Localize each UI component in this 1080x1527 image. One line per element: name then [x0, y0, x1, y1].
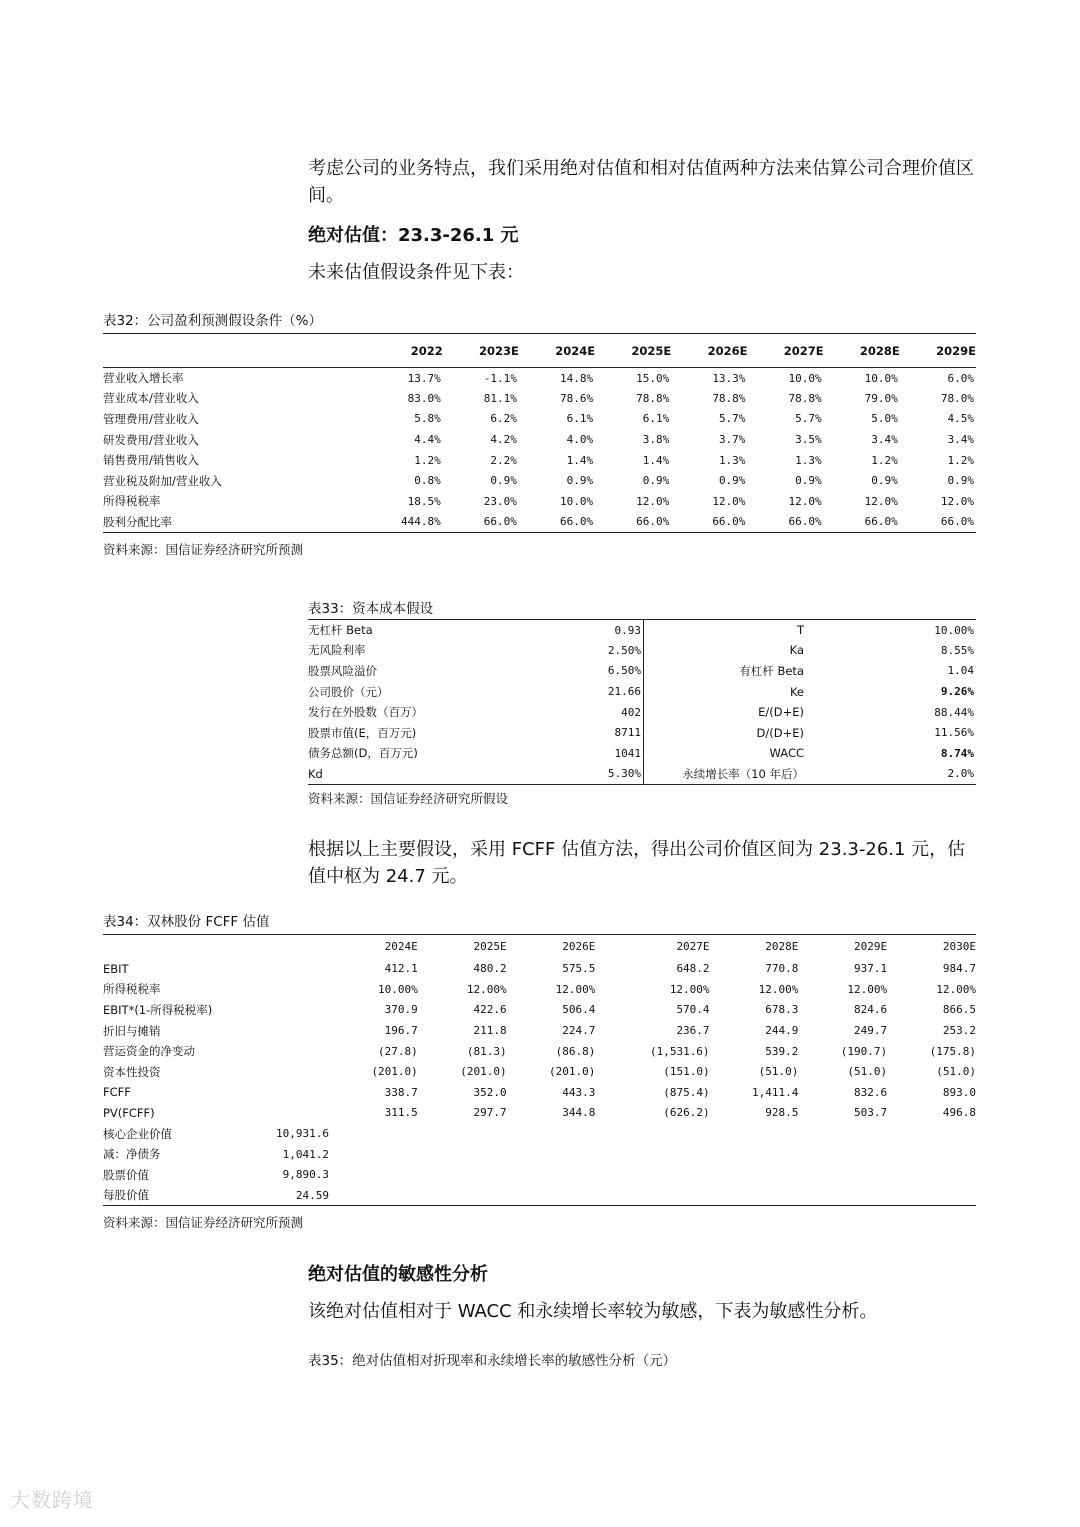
table-row: [308, 620, 976, 641]
column-header: 2029E: [854, 940, 888, 954]
table-cell: 422.6: [473, 1003, 507, 1017]
table-cell: 984.7: [942, 962, 976, 976]
table-cell: [507, 1164, 596, 1185]
table-cell: 6.2%: [490, 412, 517, 426]
table-cell: [329, 1185, 418, 1206]
table-cell: 1041: [508, 743, 644, 764]
table-cell: [418, 1164, 507, 1185]
table-cell: 5.7%: [718, 412, 746, 426]
row-label: Ka: [789, 643, 804, 658]
table-cell: [887, 1144, 976, 1165]
table-cell: 88.44%: [934, 705, 974, 719]
table-cell: 12.0%: [864, 494, 898, 508]
table-cell: 66.0%: [940, 515, 974, 529]
table-row: [103, 1020, 976, 1041]
table-cell: (51.0): [936, 1065, 976, 1079]
row-label: 永续增长率（10 年后）: [682, 766, 804, 781]
table-cell: 8.55%: [940, 643, 974, 657]
table-cell: 4.2%: [490, 433, 517, 447]
table-cell: (81.3): [466, 1044, 507, 1058]
table-cell: (27.8): [378, 1044, 418, 1058]
table-cell: 311.5: [384, 1106, 418, 1120]
table-cell: 1.2%: [414, 453, 441, 467]
table-cell: 78.8%: [636, 391, 670, 405]
table-row: [103, 1164, 976, 1185]
table-cell: 12.00%: [669, 982, 710, 996]
table-cell: 3.8%: [642, 433, 670, 447]
row-label: 股利分配比率: [103, 514, 172, 529]
row-label: 股票市值(E，百万元): [308, 725, 417, 740]
table-cell: (175.8): [929, 1044, 976, 1058]
table-cell: [329, 1144, 418, 1165]
table-cell: [887, 1123, 976, 1144]
table-cell: 0.9%: [871, 474, 898, 488]
table-row: [308, 702, 976, 723]
table-cell: 6.1%: [566, 412, 594, 426]
table-cell: 570.4: [676, 1003, 710, 1017]
table-cell: [273, 1041, 329, 1062]
table-cell: 5.8%: [414, 412, 441, 426]
table-cell: 0.9%: [718, 474, 746, 488]
column-header: 2023E: [479, 343, 519, 358]
table-row: [103, 491, 976, 512]
row-label: 营运资金的净变动: [103, 1044, 195, 1059]
table-cell: [273, 1061, 329, 1082]
table-cell: 6.50%: [508, 661, 644, 682]
table-row: [103, 1103, 976, 1124]
table-cell: 12.00%: [555, 982, 596, 996]
column-header: 2026E: [562, 940, 596, 954]
table-cell: 506.4: [562, 1003, 596, 1017]
table-cell: 23.0%: [483, 494, 517, 508]
table-row: [103, 959, 976, 980]
table-cell: 12.00%: [466, 982, 507, 996]
table-cell: [507, 1144, 596, 1165]
table-cell: 370.9: [384, 1003, 418, 1017]
table-cell: 83.0%: [407, 391, 441, 405]
row-label: 研发费用/营业收入: [103, 432, 199, 447]
table-header-row: [103, 935, 976, 959]
table-row: [103, 388, 976, 409]
table-cell: 81.1%: [483, 391, 517, 405]
table-cell: 937.1: [854, 962, 888, 976]
table-cell: [798, 1164, 887, 1185]
row-label: 有杠杆 Beta: [739, 663, 804, 678]
row-label: 股票价值: [103, 1167, 149, 1182]
row-label: D/(D+E): [756, 725, 804, 740]
table-cell: 4.5%: [947, 412, 974, 426]
table-cell: 402: [508, 702, 644, 723]
column-header: 2025E: [473, 940, 507, 954]
table-row: [308, 764, 976, 785]
row-label: WACC: [769, 746, 804, 761]
table-cell: [329, 1123, 418, 1144]
table-cell: 5.30%: [508, 764, 644, 785]
row-label: 核心企业价值: [103, 1126, 172, 1141]
table-cell: (190.7): [840, 1044, 888, 1058]
table-row: [308, 661, 976, 682]
table-cell: [507, 1185, 596, 1206]
column-header: 2026E: [707, 343, 748, 358]
table-cell: 443.3: [562, 1085, 596, 1099]
table-cell: 10.0%: [559, 494, 594, 508]
table-row: [103, 1061, 976, 1082]
table-cell: 6.1%: [642, 412, 670, 426]
table-cell: 244.9: [765, 1024, 799, 1038]
table-row: [308, 640, 976, 661]
table-cell: (1,531.6): [649, 1044, 710, 1058]
table-cell: 66.0%: [712, 515, 746, 529]
assumption-intro: 未来估值假设条件见下表：: [308, 262, 524, 283]
absolute-valuation-title: 绝对估值：23.3-26.1 元: [308, 225, 519, 246]
table-cell: 1,041.2: [282, 1147, 329, 1161]
table-cell: [273, 959, 329, 980]
table-cell: 866.5: [942, 1003, 976, 1017]
watermark: 大数跨境: [10, 1488, 94, 1512]
table-row: [103, 1144, 976, 1165]
row-label: FCFF: [103, 1085, 131, 1100]
table-cell: 338.7: [384, 1085, 418, 1099]
table-cell: 0.9%: [947, 474, 974, 488]
table-cell: (51.0): [847, 1065, 888, 1079]
row-label: 销售费用/销售收入: [103, 453, 199, 468]
table-cell: 224.7: [562, 1024, 596, 1038]
table32-source: 资料来源：国信证券经济研究所预测: [103, 542, 304, 557]
table-cell: [273, 979, 329, 1000]
row-label: 所得税税率: [103, 982, 161, 997]
table-row: [103, 512, 976, 533]
sensitivity-paragraph: 该绝对估值相对于 WACC 和永续增长率较为敏感，下表为敏感性分析。: [308, 1301, 878, 1322]
table-cell: [273, 1020, 329, 1041]
table-cell: [273, 1000, 329, 1021]
table-cell: [418, 1144, 507, 1165]
row-label: 营业税及附加/营业收入: [103, 473, 222, 488]
row-label: T: [796, 623, 804, 638]
table-row: [308, 681, 976, 702]
table-cell: 575.5: [562, 962, 596, 976]
table-cell: 10.00%: [378, 982, 418, 996]
row-label: 折旧与摊销: [103, 1023, 161, 1038]
table-cell: 503.7: [854, 1106, 888, 1120]
table-cell: [329, 1164, 418, 1185]
table-cell: 4.0%: [566, 433, 594, 447]
table-cell: 1.3%: [718, 453, 746, 467]
table34-caption: 表34：双林股份 FCFF 估值: [103, 914, 270, 930]
table-cell: 12.00%: [758, 982, 799, 996]
table-cell: 12.0%: [940, 494, 974, 508]
table-cell: 66.0%: [559, 515, 594, 529]
column-header: 2029E: [936, 343, 976, 358]
table-row: [103, 409, 976, 430]
table-cell: [887, 1185, 976, 1206]
column-header: 2027E: [676, 940, 710, 954]
table-cell: 832.6: [854, 1085, 888, 1099]
table-cell: [710, 1164, 799, 1185]
row-label: 营业成本/营业收入: [103, 391, 199, 406]
table-row: [103, 1000, 976, 1021]
table-cell: 14.8%: [559, 371, 594, 385]
table-cell: 15.0%: [636, 371, 670, 385]
table-cell: [798, 1144, 887, 1165]
row-label: Kd: [308, 766, 323, 781]
table-cell: 211.8: [473, 1024, 507, 1038]
table-cell: [595, 1185, 709, 1206]
table-cell: 12.0%: [712, 494, 746, 508]
table-cell: 2.50%: [508, 640, 644, 661]
table-cell: 66.0%: [864, 515, 898, 529]
table-cell: 66.0%: [483, 515, 517, 529]
table-cell: 3.4%: [947, 433, 974, 447]
table-cell: 196.7: [384, 1024, 418, 1038]
table-cell: 678.3: [765, 1003, 799, 1017]
table-cell: [273, 1103, 329, 1124]
sensitivity-title: 绝对估值的敏感性分析: [308, 1264, 488, 1285]
table-cell: 78.8%: [712, 391, 746, 405]
row-label: 无杠杆 Beta: [308, 623, 373, 638]
row-label: 所得税税率: [103, 494, 161, 509]
table-row: [103, 1041, 976, 1062]
table-cell: 1.4%: [642, 453, 670, 467]
row-label: 减：净债务: [103, 1147, 161, 1162]
row-label: 资本性投资: [103, 1064, 161, 1079]
table-cell: [418, 1123, 507, 1144]
table-cell: [710, 1123, 799, 1144]
table-cell: 344.8: [562, 1106, 596, 1120]
intro-paragraph: 考虑公司的业务特点，我们采用绝对估值和相对估值两种方法来估算公司合理价值区间。: [308, 158, 974, 206]
table-cell: 9.26%: [940, 685, 974, 699]
table-cell: (201.0): [460, 1065, 507, 1079]
row-label: E/(D+E): [758, 705, 804, 720]
column-header: 2030E: [942, 940, 976, 954]
table-cell: [710, 1144, 799, 1165]
table-cell: 444.8%: [401, 515, 441, 529]
table-cell: [595, 1123, 709, 1144]
table-row: [103, 450, 976, 471]
table33-source: 资料来源：国信证券经济研究所假设: [308, 791, 509, 806]
table-cell: 12.0%: [788, 494, 822, 508]
table-cell: (86.8): [555, 1044, 596, 1058]
table-cell: 66.0%: [636, 515, 670, 529]
table-cell: 352.0: [473, 1085, 507, 1099]
table-cell: 824.6: [854, 1003, 888, 1017]
row-label: 每股价值: [103, 1188, 149, 1203]
table-row: [103, 1082, 976, 1103]
row-label: EBIT*(1-所得税税率): [103, 1002, 213, 1017]
column-header: 2028E: [765, 940, 799, 954]
table-cell: 11.56%: [934, 726, 974, 740]
table-cell: (201.0): [371, 1065, 418, 1079]
table-cell: 2.2%: [490, 453, 517, 467]
table-cell: 893.0: [942, 1085, 976, 1099]
table-cell: 0.8%: [414, 474, 441, 488]
table-cell: 1.2%: [947, 453, 974, 467]
table-cell: [798, 1185, 887, 1206]
table-row: [308, 743, 976, 764]
table-cell: 21.66: [508, 681, 644, 702]
table-cell: 4.4%: [414, 433, 441, 447]
table-cell: 928.5: [765, 1106, 799, 1120]
table-cell: [798, 1123, 887, 1144]
table-cell: 12.00%: [847, 982, 888, 996]
row-label: 公司股价（元）: [308, 684, 389, 699]
row-label: 债务总额(D，百万元): [308, 746, 418, 761]
table-cell: 0.9%: [642, 474, 670, 488]
table-cell: 12.0%: [636, 494, 670, 508]
table-cell: (201.0): [549, 1065, 596, 1079]
table-row: [103, 979, 976, 1000]
table-cell: (51.0): [758, 1065, 799, 1079]
table-cell: 480.2: [473, 962, 507, 976]
table-cell: 3.4%: [871, 433, 898, 447]
table-cell: 10.0%: [864, 371, 898, 385]
table-cell: 236.7: [676, 1024, 710, 1038]
table-row: [103, 1123, 976, 1144]
column-header: 2025E: [631, 343, 672, 358]
fcff-paragraph: 根据以上主要假设，采用 FCFF 估值方法，得出公司价值区间为 23.3-26.1 元，估值中枢为 24.7 元。: [308, 839, 966, 887]
table-cell: 1.2%: [871, 453, 898, 467]
table-cell: 0.9%: [490, 474, 517, 488]
column-header: 2024E: [555, 343, 596, 358]
table-cell: (151.0): [663, 1065, 710, 1079]
table-row: [103, 470, 976, 491]
table-cell: 9,890.3: [282, 1168, 329, 1182]
table-cell: 13.7%: [407, 371, 441, 385]
table-cell: [595, 1144, 709, 1165]
table33-caption: 表33：资本成本假设: [308, 601, 434, 617]
table-cell: 10.00%: [934, 623, 974, 637]
table-cell: 412.1: [384, 962, 418, 976]
table-cell: 66.0%: [788, 515, 822, 529]
table32-caption: 表32：公司盈利预测假设条件（%）: [103, 313, 323, 329]
table-cell: 496.8: [942, 1106, 976, 1120]
table-cell: 12.00%: [936, 982, 976, 996]
table-cell: 0.93: [508, 620, 644, 641]
row-label: 营业收入增长率: [103, 371, 184, 386]
table-cell: 3.5%: [795, 433, 822, 447]
table-cell: 297.7: [473, 1106, 507, 1120]
table-cell: 770.8: [765, 962, 799, 976]
table-cell: [710, 1185, 799, 1206]
table-row: [308, 722, 976, 743]
table-cell: 8711: [508, 722, 644, 743]
table-cell: 3.7%: [718, 433, 746, 447]
table-cell: 0.9%: [795, 474, 822, 488]
table-cell: 0.9%: [566, 474, 594, 488]
fcff-valuation-table: [103, 934, 976, 1206]
row-label: 发行在外股数（百万）: [308, 705, 423, 720]
table-cell: [273, 1082, 329, 1103]
table-cell: 1,411.4: [752, 1085, 799, 1099]
row-label: 无风险利率: [308, 643, 366, 658]
table-cell: 8.74%: [940, 746, 974, 760]
table-cell: 2.0%: [947, 767, 974, 781]
table-cell: 1.4%: [566, 453, 594, 467]
table-cell: 78.0%: [940, 391, 974, 405]
table-cell: 5.7%: [795, 412, 822, 426]
table-cell: [418, 1185, 507, 1206]
table-cell: 78.8%: [788, 391, 822, 405]
column-header: 2028E: [859, 343, 900, 358]
table-cell: [595, 1164, 709, 1185]
table34-source: 资料来源：国信证券经济研究所预测: [103, 1215, 304, 1230]
table-cell: (875.4): [663, 1085, 710, 1099]
row-label: PV(FCFF): [103, 1105, 155, 1120]
column-header: 2027E: [783, 343, 824, 358]
table-cell: 78.6%: [559, 391, 594, 405]
table-cell: [507, 1123, 596, 1144]
table-cell: [887, 1164, 976, 1185]
table-cell: 13.3%: [712, 371, 746, 385]
table-cell: 18.5%: [407, 494, 441, 508]
table-cell: 24.59: [295, 1188, 329, 1202]
table-row: [103, 368, 976, 389]
table-cell: 249.7: [854, 1024, 888, 1038]
table-header-row: [103, 334, 976, 368]
table-cell: 648.2: [676, 962, 710, 976]
table-row: [103, 429, 976, 450]
table-cell: 79.0%: [864, 391, 898, 405]
table-cell: 5.0%: [871, 412, 898, 426]
table-cell: -1.1%: [483, 371, 517, 385]
cost-of-capital-table: [308, 619, 976, 785]
table35-caption: 表35：绝对估值相对折现率和永续增长率的敏感性分析（元）: [308, 1353, 677, 1369]
table-cell: 10.0%: [788, 371, 822, 385]
table-cell: 10,931.6: [276, 1127, 329, 1141]
table-cell: 1.04: [947, 664, 974, 678]
table-cell: (626.2): [663, 1106, 710, 1120]
table-row: [103, 1185, 976, 1206]
row-label: Ke: [789, 684, 804, 699]
row-label: 管理费用/营业收入: [103, 411, 199, 426]
column-header: 2022: [410, 343, 443, 358]
table-cell: 1.3%: [795, 453, 822, 467]
profit-forecast-table: [103, 333, 976, 533]
column-header: 2024E: [384, 940, 418, 954]
row-label: 股票风险溢价: [308, 663, 377, 678]
row-label: EBIT: [103, 961, 129, 976]
table-cell: 253.2: [942, 1024, 976, 1038]
table-cell: 539.2: [765, 1044, 799, 1058]
table-cell: 6.0%: [947, 371, 974, 385]
